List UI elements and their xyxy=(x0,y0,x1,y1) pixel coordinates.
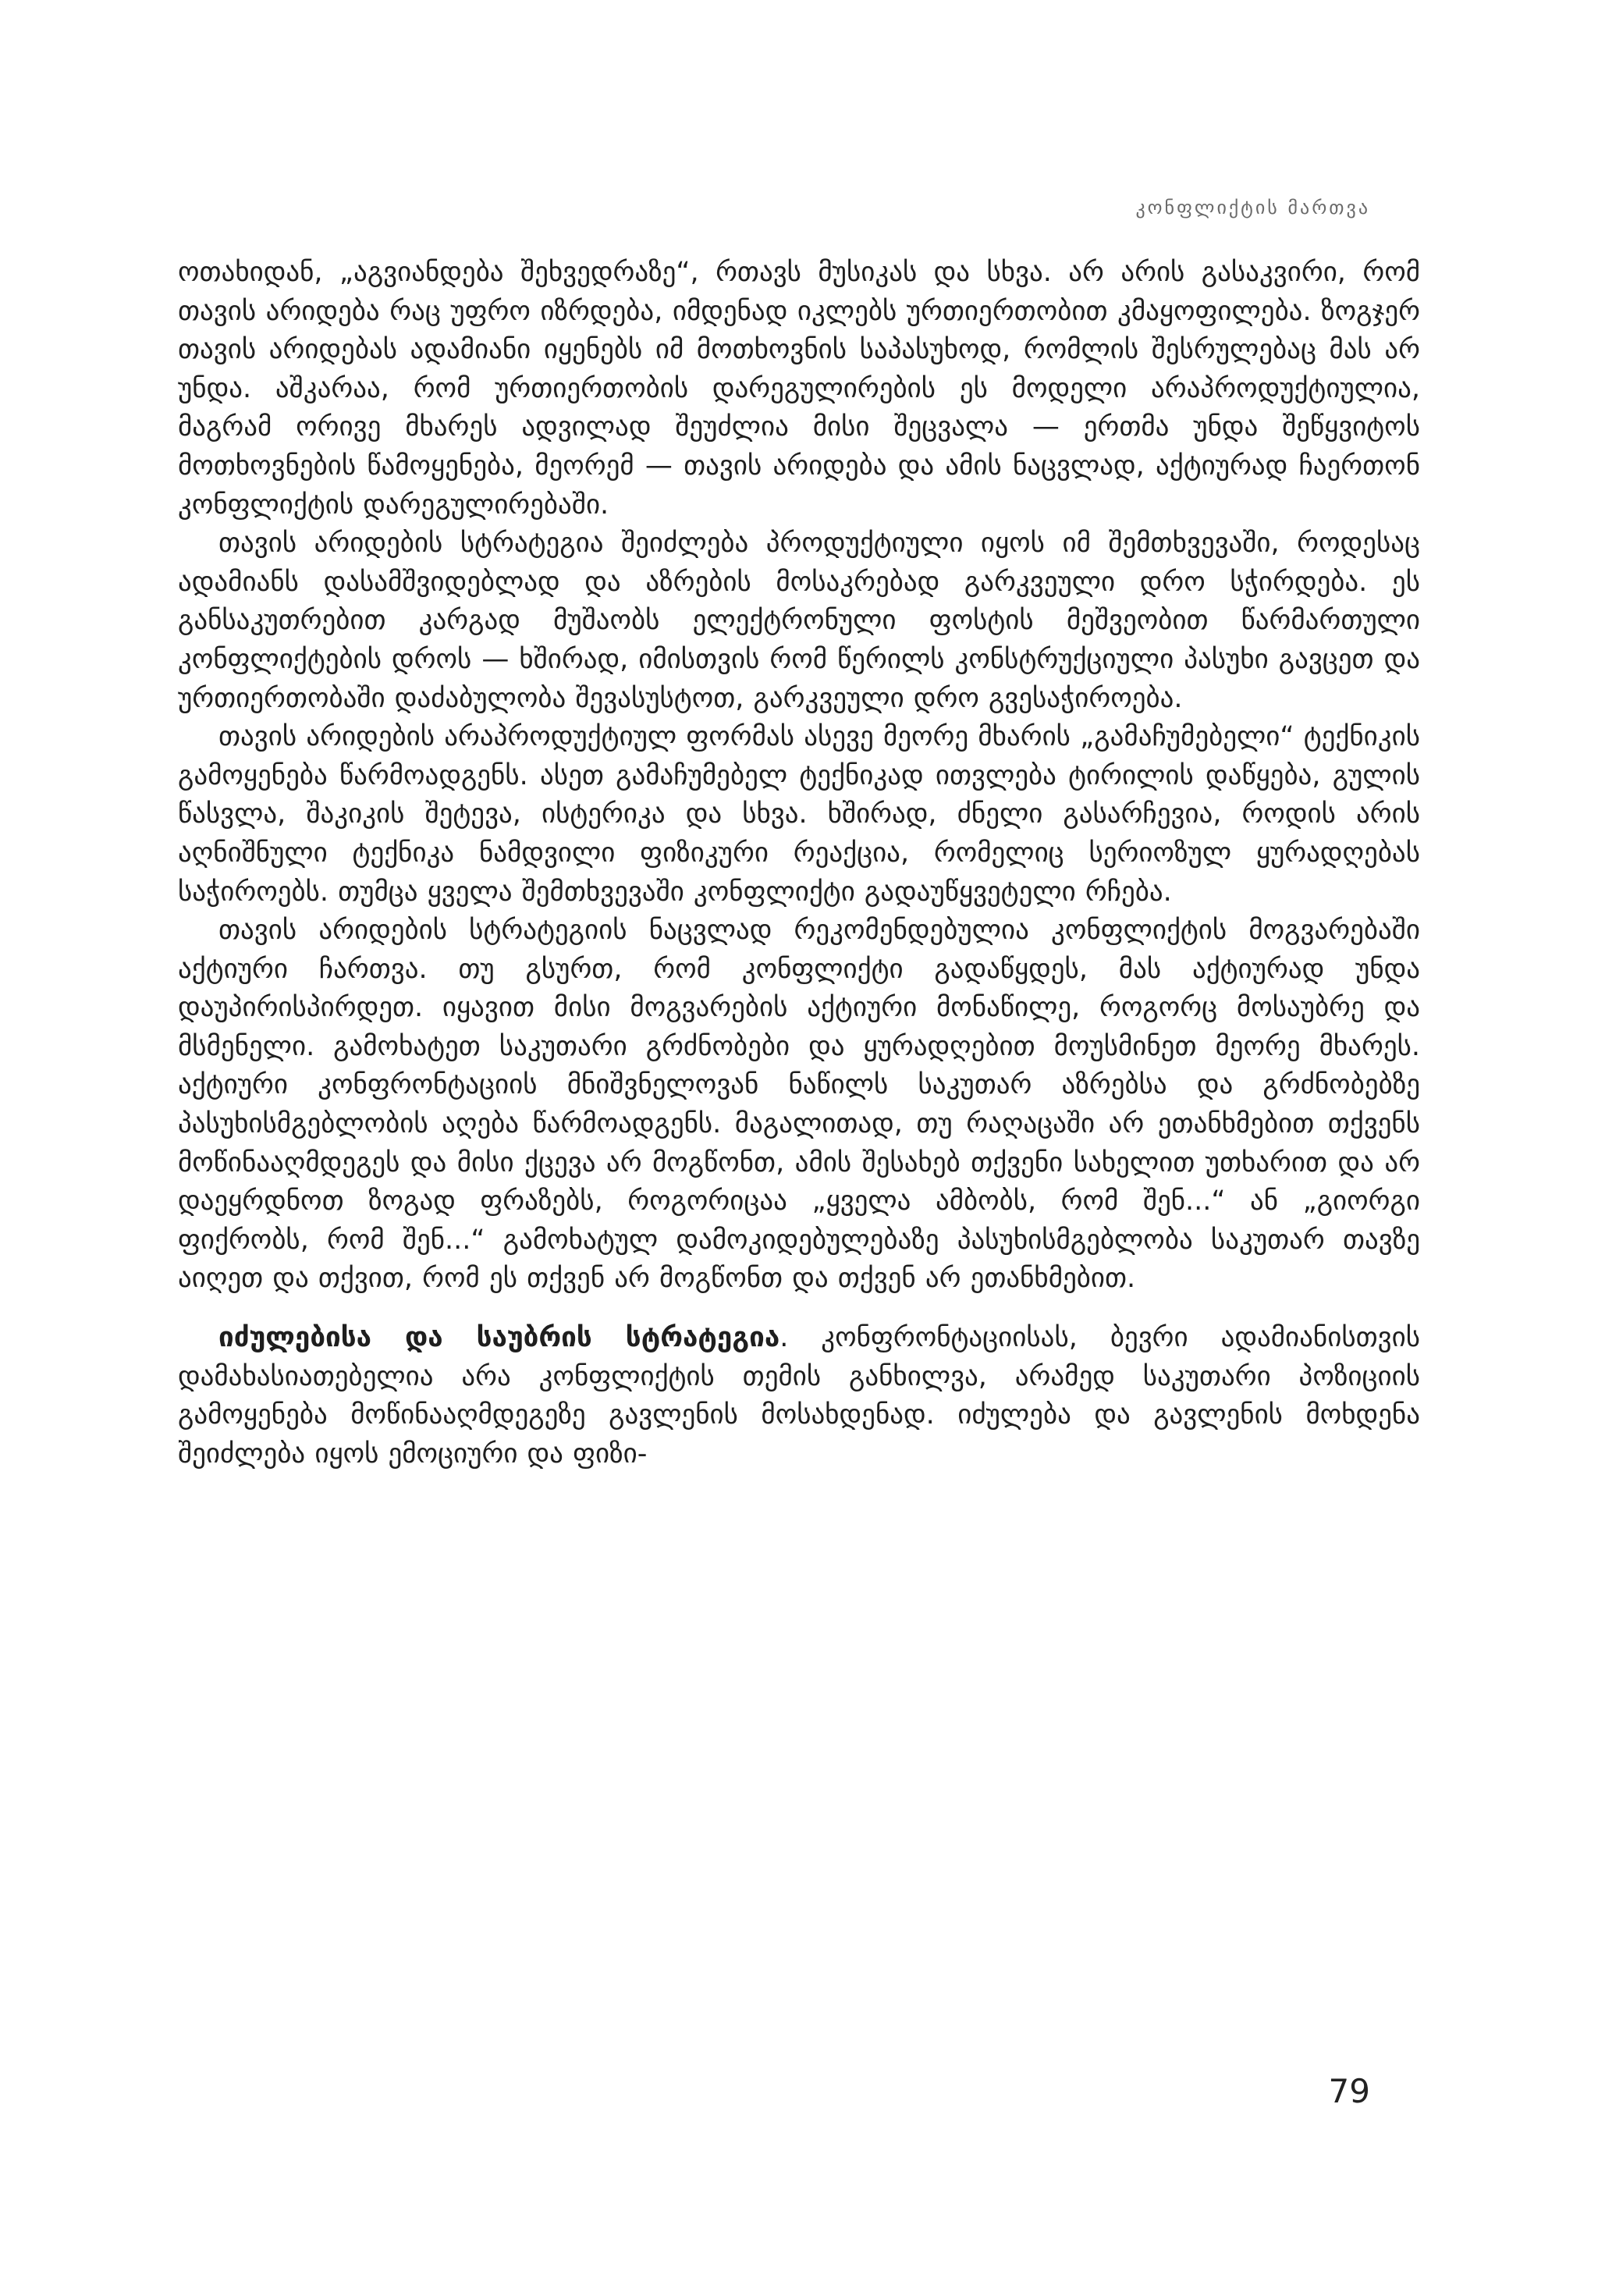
paragraph-2: თავის არიდების სტრატეგია შეიძლება პროდუქტიული იყოს იმ შემთხვევაში, როდესაც ადამიანს დასამშვიდებლად და აზრების მოსაკრებად გარკვეული დრო სჭირდება. ეს განსაკუთრებით კარგად მუშაობს ელექტრონული ფოსტის მეშვეობით წარმართული კონფლიქტების დროს — ხშირად, იმისთვის რომ წერილს კონსტრუქციული პასუხი გავცეთ და ურთიერთობაში დაძაბულობა შევასუსტოთ, გარკვეული დრო გვესაჭიროება. xyxy=(178,528,1420,714)
section-paragraph xyxy=(178,1319,1420,1473)
running-head: კონფლიქტის მართვა xyxy=(1135,197,1370,219)
section-text: . კონფრონტაციისას, ბევრი ადამიანისთვის დამახასიათებელია არა კონფლიქტის თემის განხილვა, არამედ საკუთარი პოზიციის გამოყენება მოწინააღმდეგეზე გავლენის მოსახდენად. იძულება და გავლენის მოხდენა შეიძლება იყოს ემოციური და ფიზი- xyxy=(178,1322,1420,1470)
paragraph-1: ოთახიდან, „აგვიანდება შეხვედრაზე“, რთავს მუსიკას და სხვა. არ არის გასაკვირი, რომ თავის არიდება რაც უფრო იზრდება, იმდენად იკლებს ურთიერთობით კმაყოფილება. ზოგჯერ თავის არიდებას ადამიანი იყენებს იმ მოთხოვნის საპასუხოდ, რომლის შესრულებაც მას არ უნდა. აშკარაა, რომ ურთიერთობის დარეგულირების ეს მოდელი არაპროდუქტიულია, მაგრამ ორივე მხარეს ადვილად შეუძლია მისი შეცვალა — ერთმა უნდა შეწყვიტოს მოთხოვნების წამოყენება, მეორემ — თავის არიდება და ამის ნაცვლად, აქტიურად ჩაერთონ კონფლიქტის დარეგულირებაში. xyxy=(178,257,1420,521)
page-number: 79 xyxy=(1328,2072,1370,2110)
paragraph-4: თავის არიდების სტრატეგიის ნაცვლად რეკომენდებულია კონფლიქტის მოგვარებაში აქტიური ჩართვა. თუ გსურთ, რომ კონფლიქტი გადაწყდეს, მას აქტიურად უნდა დაუპირისპირდეთ. იყავით მისი მოგვარების აქტიური მონაწილე, როგორც მოსაუბრე და მსმენელი. გამოხატეთ საკუთარი გრძნობები და ყურადღებით მოუსმინეთ მეორე მხარეს. აქტიური კონფრონტაციის მნიშვნელოვან ნაწილს საკუთარ აზრებსა და გრძნობებზე პასუხისმგებლობის აღება წარმოადგენს. მაგალითად, თუ რაღაცაში არ ეთანხმებით თქვენს მოწინააღმდეგეს და მისი ქცევა არ მოგწონთ, ამის შესახებ თქვენი სახელით უთხარით და არ დაეყრდნოთ ზოგად ფრაზებს, როგორიცაა „ყველა ამბობს, რომ შენ...“ ან „გიორგი ფიქრობს, რომ შენ...“ გამოხატულ დამოკიდებულებაზე პასუხისმგებლობა საკუთარ თავზე აიღეთ და თქვით, რომ ეს თქვენ არ მოგწონთ და თქვენ არ ეთანხმებით. xyxy=(178,915,1420,1295)
body-text xyxy=(178,254,1420,1473)
section-lead: იძულებისა და საუბრის სტრატეგია xyxy=(218,1322,780,1354)
paragraph-3: თავის არიდების არაპროდუქტიულ ფორმას ასევე მეორე მხარის „გამაჩუმებელი“ ტექნიკის გამოყენება წარმოადგენს. ასეთ გამაჩუმებელ ტექნიკად ითვლება ტირილის დაწყება, გულის წასვლა, შაკიკის შეტევა, ისტერიკა და სხვა. ხშირად, ძნელი გასარჩევია, როდის არის აღნიშნული ტექნიკა ნამდვილი ფიზიკური რეაქცია, რომელიც სერიოზულ ყურადღებას საჭიროებს. თუმცა ყველა შემთხვევაში კონფლიქტი გადაუწყვეტელი რჩება. xyxy=(178,721,1420,908)
